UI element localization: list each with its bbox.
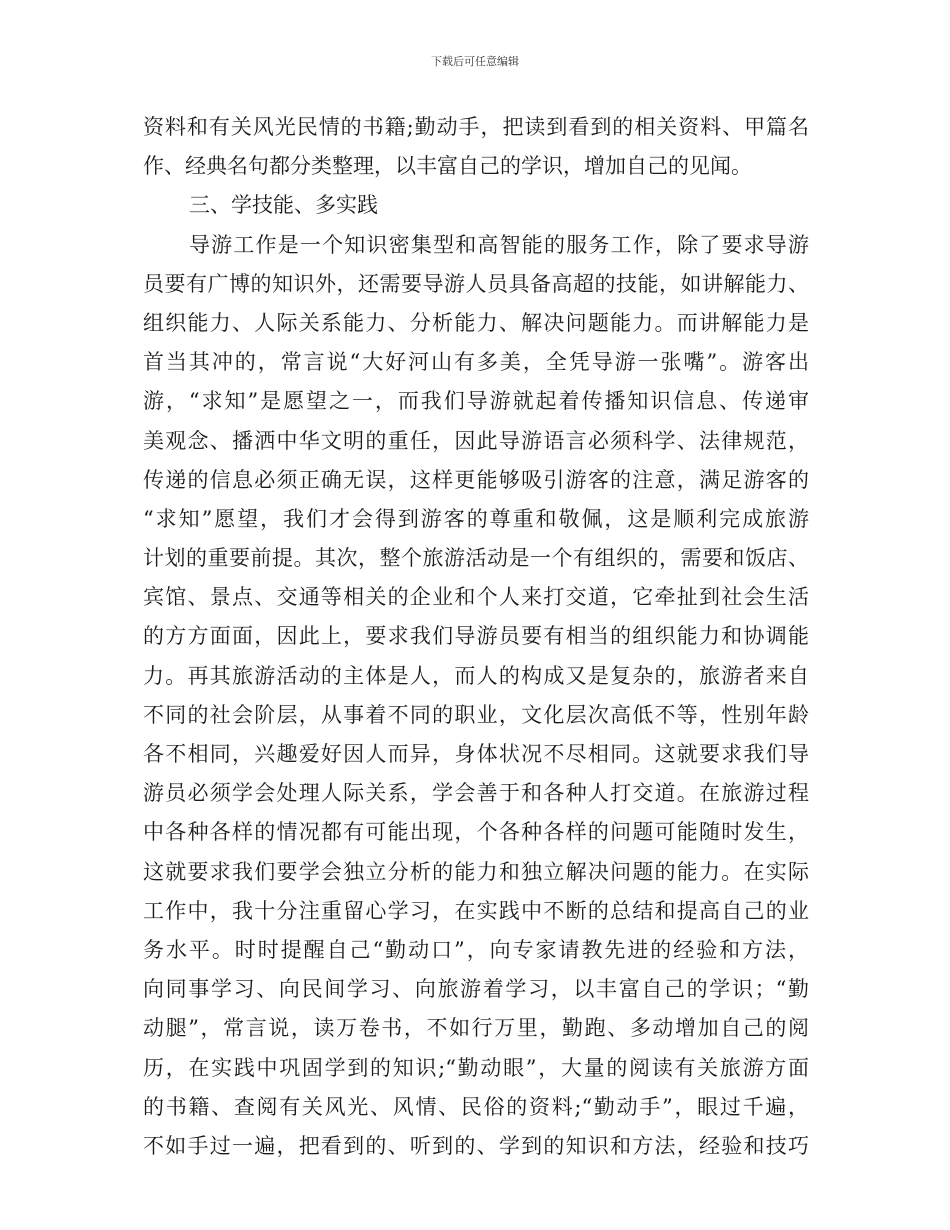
text-line: 力。再其旅游活动的主体是人，而人的构成又是复杂的，旅游者来自 bbox=[143, 663, 809, 688]
text-line: 游员必须学会处理人际关系，学会善于和各种人打交道。在旅游过程 bbox=[143, 781, 809, 806]
text-line: “求知”愿望，我们才会得到游客的尊重和敬佩，这是顺利完成旅游 bbox=[143, 506, 809, 531]
text-line: 美观念、播洒中华文明的重任，因此导游语言必须科学、法律规范， bbox=[143, 428, 809, 453]
text-line: 不如手过一遍，把看到的、听到的、学到的知识和方法，经验和技巧 bbox=[143, 1133, 809, 1158]
text-line: 这就要求我们要学会独立分析的能力和独立解决问题的能力。在实际 bbox=[143, 859, 809, 884]
text-line: 各不相同，兴趣爱好因人而异，身体状况不尽相同。这就要求我们导 bbox=[143, 742, 809, 766]
text-line: 的书籍、查阅有关风光、风情、民俗的资料;“勤动手”，眼过千遍， bbox=[143, 1094, 809, 1119]
page-header: 下载后可任意编辑 bbox=[431, 55, 519, 68]
text-line: 首当其冲的，常言说“大好河山有多美，全凭导游一张嘴”。游客出 bbox=[143, 350, 809, 375]
text-line: 向同事学习、向民间学习、向旅游着学习，以丰富自己的学识；“勤 bbox=[143, 977, 809, 1002]
text-line: 务水平。时时提醒自己“勤动口”，向专家请教先进的经验和方法， bbox=[143, 937, 809, 962]
text-line: 动腿”，常言说，读万卷书，不如行万里，勤跑、多动增加自己的阅 bbox=[143, 1016, 809, 1041]
text-line: 作、经典名句都分类整理，以丰富自己的学识，增加自己的见闻。 bbox=[143, 154, 752, 179]
text-line: 工作中，我十分注重留心学习，在实践中不断的总结和提高自己的业 bbox=[143, 898, 809, 923]
text-line: 宾馆、景点、交通等相关的企业和个人来打交道，它牵扯到社会生活 bbox=[143, 585, 809, 610]
text-line: 员要有广博的知识外，还需要导游人员具备高超的技能，如讲解能力、 bbox=[143, 271, 809, 296]
text-line: 计划的重要前提。其次，整个旅游活动是一个有组织的，需要和饭店、 bbox=[143, 546, 809, 571]
document-body bbox=[143, 108, 809, 1166]
text-line: 的方方面面，因此上，要求我们导游员要有相当的组织能力和协调能 bbox=[143, 624, 809, 649]
text-line: 游，“求知”是愿望之一，而我们导游就起着传播知识信息、传递审 bbox=[143, 389, 809, 414]
text-line: 不同的社会阶层，从事着不同的职业，文化层次高低不等，性别年龄 bbox=[143, 702, 809, 727]
text-line: 历，在实践中巩固学到的知识;“勤动眼”，大量的阅读有关旅游方面 bbox=[143, 1055, 809, 1080]
section-heading: 三、学技能、多实践 bbox=[189, 193, 378, 218]
text-line: 导游工作是一个知识密集型和高智能的服务工作，除了要求导游 bbox=[189, 232, 809, 257]
text-line: 中各种各样的情况都有可能出现，个各种各样的问题可能随时发生， bbox=[143, 820, 809, 845]
text-line: 传递的信息必须正确无误，这样更能够吸引游客的注意，满足游客的 bbox=[143, 467, 809, 492]
text-line: 资料和有关风光民情的书籍;勤动手，把读到看到的相关资料、甲篇名 bbox=[143, 115, 809, 139]
text-line: 组织能力、人际关系能力、分析能力、解决问题能力。而讲解能力是 bbox=[143, 310, 809, 335]
